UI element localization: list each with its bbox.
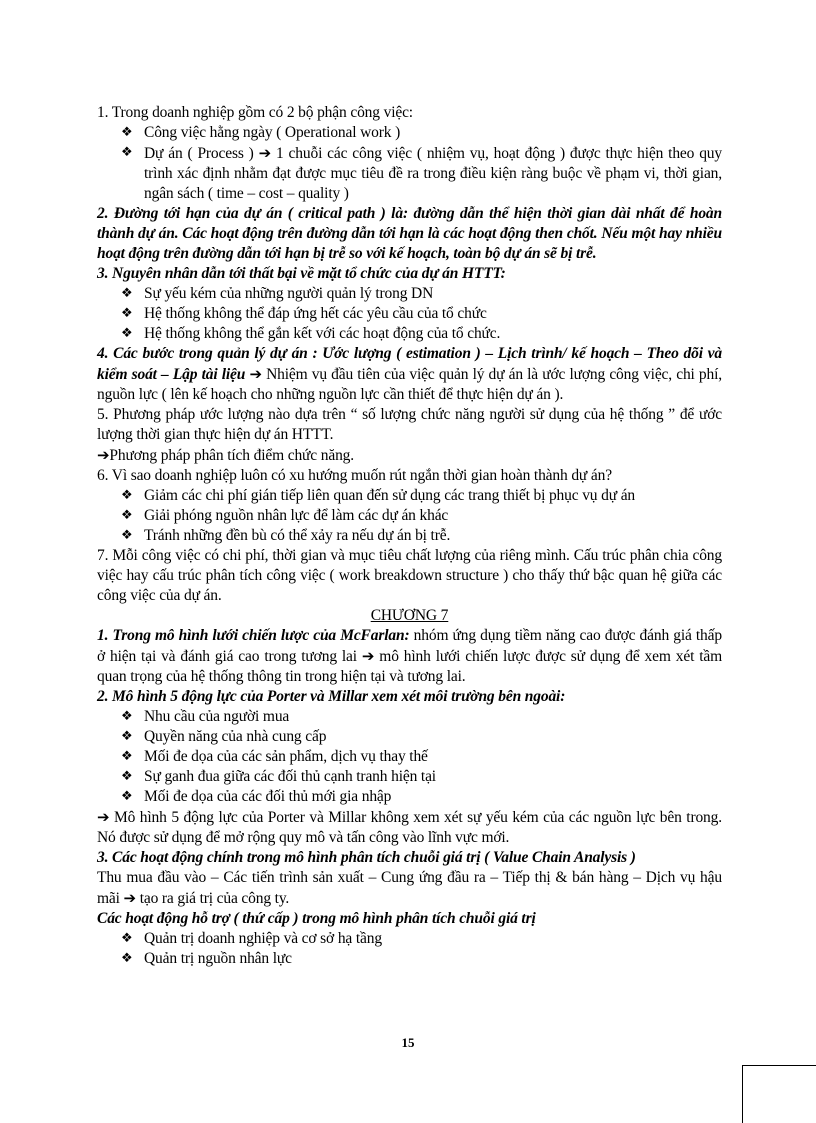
four-point-star-icon: ❖ (121, 326, 133, 341)
four-point-star-icon: ❖ (121, 306, 133, 321)
list-item: ❖ Tránh những đền bù có thể xảy ra nếu dự án bị trễ. (121, 527, 451, 544)
four-point-star-icon: ❖ (121, 125, 133, 140)
list-item: ❖ Mối đe dọa của các đối thủ mới gia nhập (121, 788, 392, 805)
four-point-star-icon: ❖ (121, 508, 133, 523)
chapter-note-2: ➔ Mô hình 5 động lực của Porter và Millar không xem xét sự yếu kém của các nguồn lực bên trong. Nó được sử dụng để mở rộng quy mô và tấn công vào lĩnh vực mới. (97, 808, 722, 846)
arrow-right-icon: ➔ (97, 446, 110, 464)
page-number: 15 (401, 1035, 415, 1050)
arrow-right-icon: ➔ (258, 144, 272, 162)
list-item: ❖ Mối đe dọa của các sản phẩm, dịch vụ thay thế (121, 748, 428, 765)
four-point-star-icon: ❖ (121, 769, 133, 784)
question-3: 3. Nguyên nhân dẫn tới thất bại về mặt tổ chức của dự án HTTT: (97, 265, 506, 282)
list-item: ❖ Hệ thống không thể gắn kết với các hoạt động của tổ chức. (121, 325, 501, 342)
four-point-star-icon: ❖ (121, 709, 133, 724)
arrow-right-icon: ➔ (249, 365, 262, 383)
arrow-right-icon: ➔ (361, 647, 375, 665)
four-point-star-icon: ❖ (121, 749, 133, 764)
bullet-list-c3 (97, 929, 722, 969)
chapter-question-1: 1. Trong mô hình lưới chiến lược của McFarlan: nhóm ứng dụng tiềm năng cao được đánh giá thấp ở hiện tại và đánh giá cao trong tương lai ➔ mô hình lưới chiến lược được sử dụng để xem xét tầm quan trọng của hệ thống thông tin trong hiện tại và tương lai. (97, 627, 722, 685)
list-item: ❖ Hệ thống không thể đáp ứng hết các yêu cầu của tổ chức (121, 305, 487, 322)
list-item: ❖ Sự yếu kém của những người quản lý trong DN (121, 285, 434, 302)
bullet-list-6 (97, 486, 722, 546)
bullet-list-c2 (97, 707, 722, 807)
crop-mark (742, 1065, 816, 1066)
bullet-list-3 (97, 284, 722, 344)
arrow-right-icon: ➔ (97, 808, 110, 826)
chapter-subheading-3: Các hoạt động hỗ trợ ( thứ cấp ) trong mô hình phân tích chuỗi giá trị (97, 910, 536, 927)
bullet-list-1 (97, 123, 722, 204)
four-point-star-icon: ❖ (121, 729, 133, 744)
page-content (97, 103, 722, 969)
question-7: 7. Mỗi công việc có chi phí, thời gian và mục tiêu chất lượng của riêng mình. Cấu trúc phân chia công việc hay cấu trúc phân tích công việc ( work breakdown structure ) cho thấy thứ bậc quan hệ giữa các công việc của dự án. (97, 547, 722, 604)
list-item: ❖ Quản trị doanh nghiệp và cơ sở hạ tầng (121, 930, 382, 947)
question-6: 6. Vì sao doanh nghiệp luôn có xu hướng muốn rút ngắn thời gian hoàn thành dự án? (97, 467, 612, 484)
crop-mark (742, 1065, 743, 1123)
list-item: ❖ Quản trị nguồn nhân lực (121, 950, 292, 967)
four-point-star-icon: ❖ (121, 286, 133, 301)
chapter-question-2: 2. Mô hình 5 động lực của Porter và Millar xem xét môi trường bên ngoài: (97, 688, 566, 705)
list-item: ❖ Giảm các chi phí gián tiếp liên quan đến sử dụng các trang thiết bị phục vụ dự án (121, 487, 636, 504)
chapter-title: CHƯƠNG 7 (370, 607, 449, 624)
four-point-star-icon: ❖ (121, 931, 133, 946)
arrow-right-icon: ➔ (123, 889, 136, 907)
question-2: 2. Đường tới hạn của dự án ( critical path ) là: đường dẫn thể hiện thời gian dài nhất để hoàn thành dự án. Các hoạt động trên đường dẫn tới hạn là các hoạt động then chốt. Nếu một hay nhiều hoạt động trên đường dẫn tới hạn bị trễ so với kế hoạch, toàn bộ dự án sẽ bị trễ. (97, 205, 722, 262)
list-item: ❖ Giải phóng nguồn nhân lực để làm các dự án khác (121, 507, 449, 524)
four-point-star-icon: ❖ (121, 488, 133, 503)
answer-5: ➔Phương pháp phân tích điểm chức năng. (97, 446, 354, 464)
list-item: ❖ Dự án ( Process ) ➔ 1 chuỗi các công việc ( nhiệm vụ, hoạt động ) được thực hiện theo quy trình xác định nhằm đạt được mục tiêu đề ra trong điều kiện ràng buộc về phạm vi, thời gian, ngân sách ( time – cost – quality ) (121, 144, 722, 202)
list-item: ❖ Sự ganh đua giữa các đối thủ cạnh tranh hiện tại (121, 768, 436, 785)
chapter-question-3: 3. Các hoạt động chính trong mô hình phân tích chuỗi giá trị ( Value Chain Analysis ) (97, 849, 636, 866)
four-point-star-icon: ❖ (121, 145, 133, 160)
list-item: ❖ Công việc hằng ngày ( Operational work ) (121, 124, 401, 141)
list-item: ❖ Nhu cầu của người mua (121, 708, 290, 725)
question-4: 4. Các bước trong quản lý dự án : Ước lượng ( estimation ) – Lịch trình/ kế hoạch – Theo dõi và kiểm soát – Lập tài liệu ➔ Nhiệm vụ đầu tiên của việc quản lý dự án là ước lượng công việc, chi phí, nguồn lực ( lên kế hoạch cho những nguồn lực cần thiết để thực hiện dự án ). (97, 345, 722, 403)
question-1: 1. Trong doanh nghiệp gồm có 2 bộ phận công việc: (97, 104, 413, 121)
four-point-star-icon: ❖ (121, 528, 133, 543)
question-5: 5. Phương pháp ước lượng nào dựa trên “ số lượng chức năng người sử dụng của hệ thống ” để ước lượng thời gian thực hiện dự án HTTT. (97, 406, 722, 443)
chapter-answer-3: Thu mua đầu vào – Các tiến trình sản xuất – Cung ứng đầu ra – Tiếp thị & bán hàng – Dịch vụ hậu mãi ➔ tạo ra giá trị của công ty. (97, 869, 722, 907)
four-point-star-icon: ❖ (121, 951, 133, 966)
four-point-star-icon: ❖ (121, 789, 133, 804)
list-item: ❖ Quyền năng của nhà cung cấp (121, 728, 327, 745)
